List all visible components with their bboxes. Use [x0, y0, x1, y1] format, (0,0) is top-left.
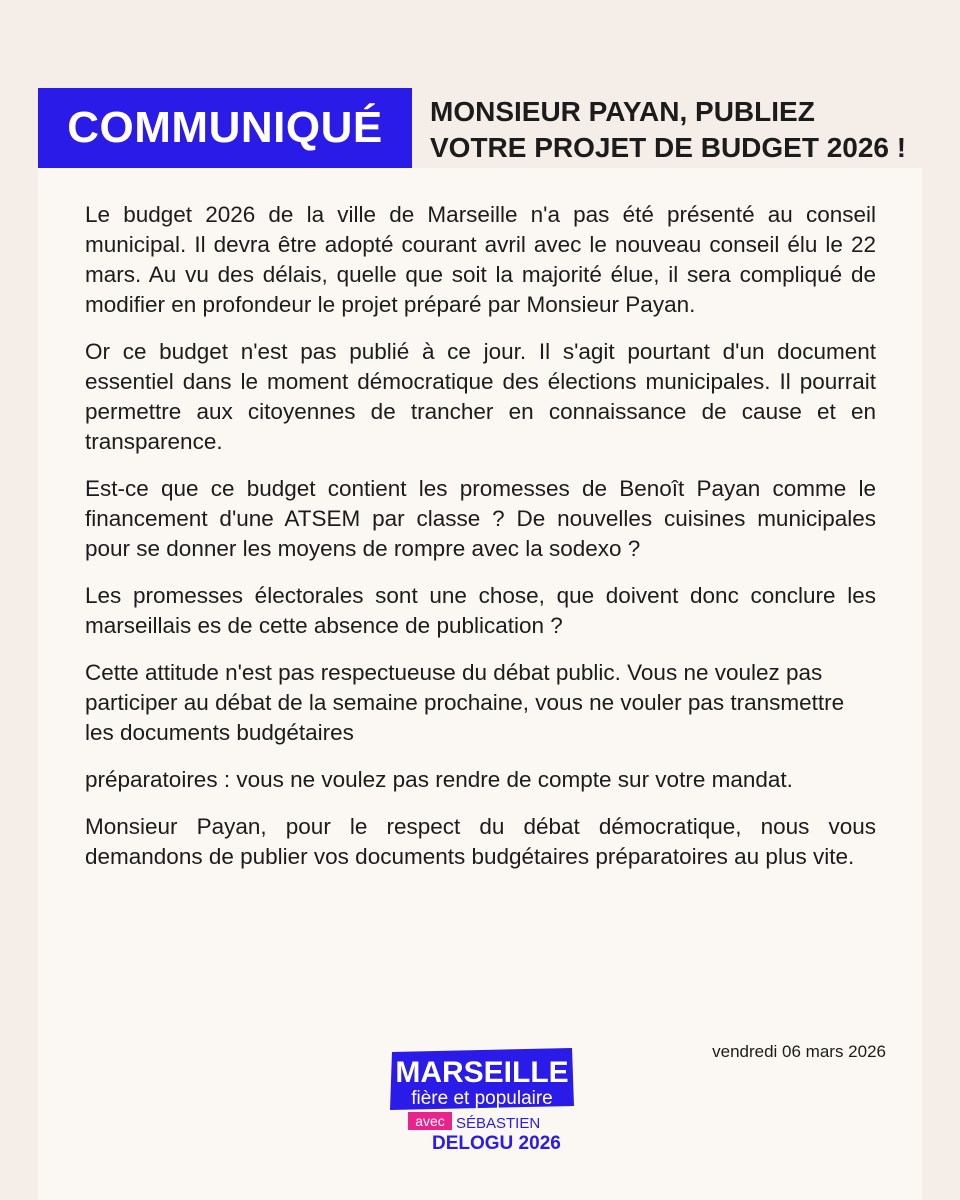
paragraph-7: Monsieur Payan, pour le respect du débat démocratique, nous vous demandons de publier vos documents budgétaires préparatoires au plus vite.: [85, 814, 876, 869]
logo-sebastien: SÉBASTIEN: [456, 1115, 541, 1132]
paragraph-1: Le budget 2026 de la ville de Marseille n'a pas été présenté au conseil municipal. Il devra être adopté courant avril avec le nouveau conseil élu le 22 mars. Au vu des délais, quelle que soit la majorité élue, il sera compliqué de modifier en profondeur le projet préparé par Monsieur Payan.: [85, 202, 876, 317]
communique-badge: [38, 88, 412, 168]
logo-tagline: fière et populaire: [411, 1088, 553, 1109]
publication-date: vendredi 06 mars 2026: [712, 1042, 886, 1061]
headline-line-1: MONSIEUR PAYAN, PUBLIEZ: [430, 96, 815, 127]
paragraph-5: Cette attitude n'est pas respectueuse du débat public. Vous ne voulez pas participer au débat de la semaine prochaine, vous ne vouler pas transmettre les documents budgétaires: [85, 660, 845, 745]
paragraph-2: Or ce budget n'est pas publié à ce jour. Il s'agit pourtant d'un document essentiel dans le moment démocratique des élections municipales. Il pourrait permettre aux citoyennes de trancher en connaissance de cause et en transparence.: [85, 339, 876, 454]
paragraph-6: préparatoires : vous ne voulez pas rendre de compte sur votre mandat.: [85, 767, 793, 792]
logo-avec: avec: [415, 1113, 445, 1129]
paragraph-3: Est-ce que ce budget contient les promesses de Benoît Payan comme le financement d'une ATSEM par classe ? De nouvelles cuisines municipales pour se donner les moyens de rompre avec la sodexo ?: [85, 476, 876, 561]
body-text: [85, 200, 876, 889]
campaign-logo: [388, 1048, 578, 1158]
logo-marseille: MARSEILLE: [395, 1056, 569, 1089]
communique-label: COMMUNIQUÉ: [67, 103, 383, 152]
campaign-logo-svg: [388, 1048, 578, 1158]
headline: [430, 94, 930, 166]
headline-line-2: VOTRE PROJET DE BUDGET 2026 !: [430, 132, 907, 163]
paragraph-4: Les promesses électorales sont une chose, que doivent donc conclure les marseillais es de cette absence de publication ?: [85, 583, 876, 638]
logo-delogu: DELOGU 2026: [432, 1133, 561, 1154]
